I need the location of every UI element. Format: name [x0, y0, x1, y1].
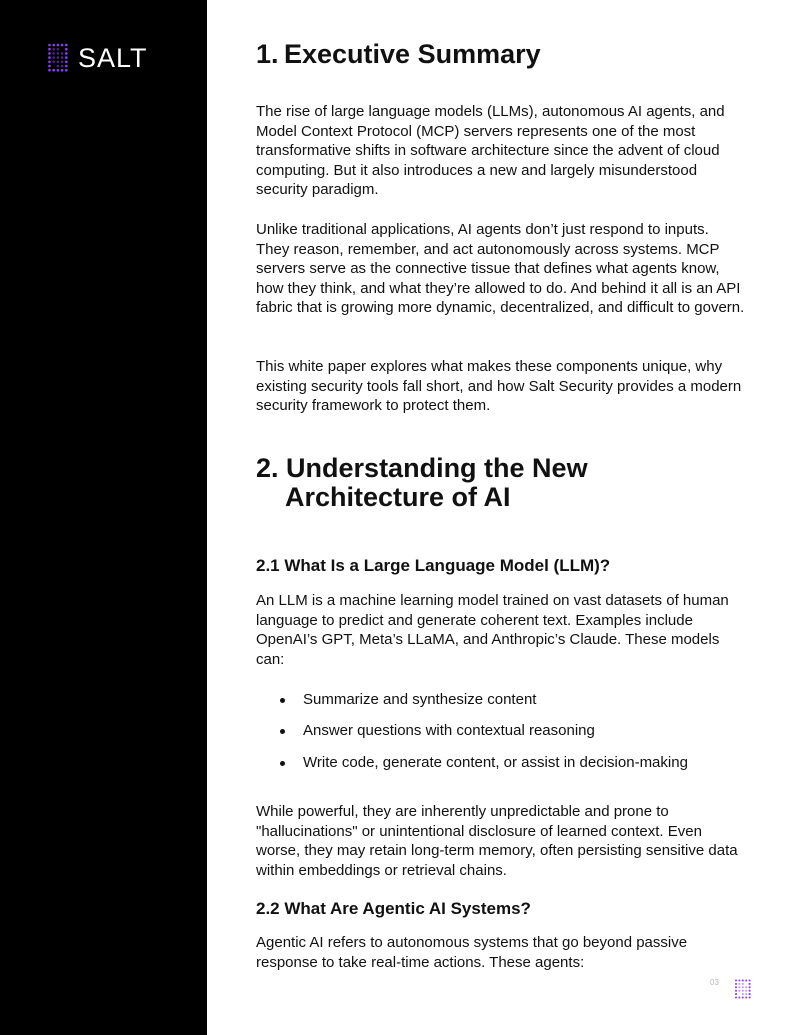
logo-dot: [61, 65, 64, 68]
salt-dot-grid-icon: [47, 43, 69, 73]
logo-dot: [745, 986, 747, 988]
logo-dot: [742, 990, 744, 992]
logo-dot: [48, 48, 51, 51]
logo-dot: [52, 56, 55, 59]
logo-dot: [742, 993, 744, 995]
logo-dot: [738, 986, 740, 988]
logo-dot: [742, 996, 744, 998]
agentic-intro: Agentic AI refers to autonomous systems that go beyond passive response to take real-time actions. These agents:: [256, 934, 688, 971]
list-item-text: Summarize and synthesize content: [303, 691, 537, 708]
brand-name: SALT: [78, 43, 148, 73]
logo-dot: [57, 52, 60, 55]
logo-dot: [48, 52, 51, 55]
logo-dot: [65, 48, 68, 51]
logo-dot: [745, 993, 747, 995]
logo-dot: [749, 986, 751, 988]
bullet-icon: [280, 698, 285, 703]
section-1-heading-text: Executive Summary: [284, 39, 541, 69]
logo-dot: [65, 65, 68, 68]
bullet-icon: [280, 761, 285, 766]
logo-dot: [52, 44, 55, 47]
logo-dot: [61, 61, 64, 64]
llm-closing-paragraph: While powerful, they are inherently unpredictable and prone to "hallucinations" or unintentional disclosure of learned context. Even worse, they may retain long-term memory, often persisting sensitive data within embeddings or retrieval chains.: [256, 803, 738, 879]
logo-dot: [52, 69, 55, 72]
logo-dot: [749, 979, 751, 981]
logo-dot: [65, 56, 68, 59]
logo-dot: [65, 61, 68, 64]
logo-dot: [65, 69, 68, 72]
logo-dot: [57, 61, 60, 64]
llm-heading: 2.1 What Is a Large Language Model (LLM)?: [256, 556, 611, 575]
salt-logo: [47, 43, 148, 73]
logo-dot: [738, 996, 740, 998]
logo-dot: [738, 990, 740, 992]
logo-dot: [738, 983, 740, 985]
page-number: 03: [710, 978, 719, 987]
section-2-title: [256, 454, 588, 512]
logo-dot: [48, 65, 51, 68]
logo-dot: [742, 986, 744, 988]
exec-paragraph-2: Unlike traditional applications, AI agents don’t just respond to inputs. They reason, remember, and act autonomously across systems. MCP servers serve as the connective tissue that defines what agents know, how they think, and what they’re allowed to do. And behind it all is an API fabric that is growing more dynamic, decentralized, and difficult to govern.: [256, 221, 745, 317]
logo-dot: [735, 979, 737, 981]
logo-dot: [61, 52, 64, 55]
section-1-title: [256, 40, 541, 69]
logo-dot: [61, 44, 64, 47]
logo-dot: [52, 48, 55, 51]
agentic-heading: 2.2 What Are Agentic AI Systems?: [256, 899, 531, 918]
logo-dot: [735, 983, 737, 985]
list-item: [256, 690, 746, 721]
logo-dot: [735, 993, 737, 995]
logo-dot: [65, 44, 68, 47]
logo-dot: [735, 996, 737, 998]
exec-paragraph-3: This white paper explores what makes these components unique, why existing security tools fall short, and how Salt Security provides a modern security framework to protect them.: [256, 358, 742, 415]
logo-dot: [745, 996, 747, 998]
sidebar: [0, 0, 207, 1035]
logo-dot: [749, 996, 751, 998]
logo-dot: [749, 993, 751, 995]
section-1-number: 1.: [256, 39, 279, 69]
llm-intro: An LLM is a machine learning model trained on vast datasets of human language to predict and generate coherent text. Examples include OpenAI’s GPT, Meta’s LLaMA, and Anthropic’s Claude. These models can:: [256, 592, 729, 668]
logo-dot: [749, 990, 751, 992]
salt-dot-grid-icon: [734, 979, 752, 999]
logo-dot: [738, 979, 740, 981]
section-2-title-line-2: Architecture of AI: [285, 482, 511, 512]
logo-dot: [57, 65, 60, 68]
logo-dot: [48, 44, 51, 47]
logo-dot: [745, 990, 747, 992]
logo-dot: [745, 979, 747, 981]
logo-dot: [57, 69, 60, 72]
logo-dot: [57, 48, 60, 51]
logo-dot: [48, 69, 51, 72]
logo-dot: [742, 983, 744, 985]
logo-dot: [52, 52, 55, 55]
llm-capabilities-list: [256, 690, 746, 784]
section-2-number: 2.: [256, 453, 279, 483]
list-item-text: Write code, generate content, or assist in decision-making: [303, 753, 688, 771]
list-item-text: Answer questions with contextual reasoning: [303, 722, 595, 740]
bullet-icon: [280, 729, 285, 734]
section-2-title-line-1: Understanding the New: [286, 453, 588, 483]
logo-dot: [52, 61, 55, 64]
logo-dot: [61, 56, 64, 59]
logo-dot: [65, 52, 68, 55]
logo-dot: [57, 56, 60, 59]
logo-dot: [735, 990, 737, 992]
list-item: [256, 753, 746, 784]
logo-dot: [749, 983, 751, 985]
logo-dot: [735, 986, 737, 988]
logo-dot: [742, 979, 744, 981]
exec-paragraph-1: The rise of large language models (LLMs), autonomous AI agents, and Model Context Protocol (MCP) servers represents one of the most transformative shifts in software architecture since the advent of cloud computing. But it also introduces a new and largely misunderstood security paradigm.: [256, 103, 725, 199]
list-item: [256, 721, 746, 752]
logo-dot: [57, 44, 60, 47]
logo-dot: [61, 69, 64, 72]
logo-dot: [48, 61, 51, 64]
logo-dot: [48, 56, 51, 59]
